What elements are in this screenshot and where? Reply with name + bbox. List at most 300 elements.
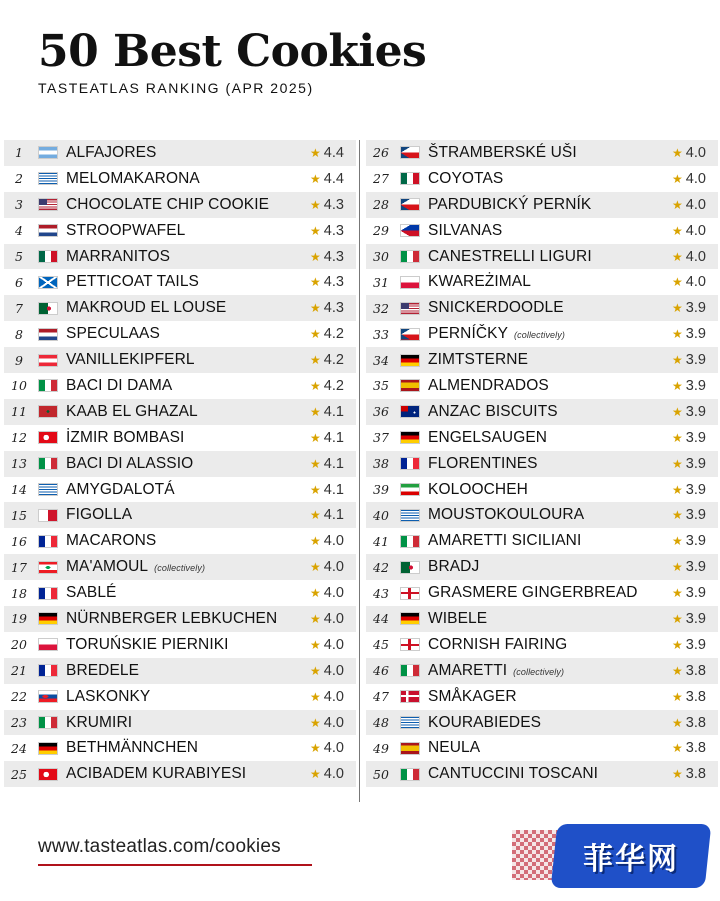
rating-value: 4.0 <box>323 610 344 627</box>
cookie-name <box>428 273 672 291</box>
cookie-name-text: KOLOOCHEH <box>428 480 528 498</box>
cookie-name-text: LASKONKY <box>66 687 151 705</box>
cookie-name <box>66 429 310 447</box>
cookie-name <box>428 351 672 369</box>
rating <box>672 559 718 575</box>
cookie-name <box>66 688 310 706</box>
list-item <box>366 606 718 632</box>
rating-value: 4.2 <box>323 352 344 369</box>
star-icon: ★ <box>310 689 321 704</box>
rating-value: 3.9 <box>685 559 706 576</box>
rating <box>672 378 718 394</box>
rating-value: 4.2 <box>323 326 344 343</box>
rank-number: 23 <box>11 715 27 731</box>
star-icon: ★ <box>672 327 683 342</box>
cookie-name <box>428 481 672 499</box>
list-item <box>4 218 356 244</box>
rank-number: 31 <box>373 274 389 290</box>
list-item <box>4 399 356 425</box>
star-icon: ★ <box>672 741 683 756</box>
cookie-name <box>428 636 672 654</box>
list-item <box>4 477 356 503</box>
rating <box>672 740 718 756</box>
cookie-note: (collectively) <box>154 563 206 574</box>
watermark-text: 菲华网 <box>583 842 679 877</box>
rating <box>310 689 356 705</box>
list-item <box>4 347 356 373</box>
rating-value: 3.9 <box>685 507 706 524</box>
star-icon: ★ <box>310 741 321 756</box>
cookie-name <box>66 714 310 732</box>
slovakia-flag-icon <box>38 690 58 703</box>
rank-number: 40 <box>373 507 389 523</box>
rating <box>310 611 356 627</box>
italy-flag-icon <box>38 379 58 392</box>
argentina-flag-icon <box>38 146 58 159</box>
list-item <box>4 658 356 684</box>
rating-value: 4.3 <box>323 248 344 265</box>
list-item <box>366 502 718 528</box>
cookie-name-text: GRASMERE GINGERBREAD <box>428 584 638 602</box>
rank-number: 12 <box>11 430 27 446</box>
rank-number: 26 <box>373 145 389 161</box>
footer-underline <box>38 864 312 866</box>
rank-number: 44 <box>373 611 389 627</box>
header <box>38 26 426 96</box>
rating <box>672 482 718 498</box>
algeria-flag-icon <box>38 302 58 315</box>
rank-number: 38 <box>373 456 389 472</box>
cookie-name-text: PERNÍČKY <box>428 325 509 343</box>
star-icon: ★ <box>672 378 683 393</box>
cookie-name <box>66 636 310 654</box>
rating-value: 4.0 <box>323 636 344 653</box>
lebanon-flag-icon <box>38 561 58 574</box>
rating <box>310 663 356 679</box>
rank-number: 35 <box>373 378 389 394</box>
cookie-name <box>428 506 672 524</box>
rank-number: 39 <box>373 482 389 498</box>
france-flag-icon <box>38 535 58 548</box>
ranking-column-right <box>366 140 718 787</box>
turkey-flag-icon <box>38 768 58 781</box>
italy-flag-icon <box>400 535 420 548</box>
rank-number: 34 <box>373 352 389 368</box>
rating-value: 3.8 <box>685 766 706 783</box>
rank-number: 47 <box>373 689 389 705</box>
cookie-name-text: SABLÉ <box>66 584 117 602</box>
star-icon: ★ <box>310 404 321 419</box>
cookie-name <box>428 558 672 576</box>
list-item <box>4 528 356 554</box>
rating-value: 3.9 <box>685 481 706 498</box>
star-icon: ★ <box>672 663 683 678</box>
star-icon: ★ <box>310 586 321 601</box>
cookie-name <box>428 248 672 266</box>
rating <box>310 740 356 756</box>
cookie-name <box>428 739 672 757</box>
list-item <box>366 399 718 425</box>
list-item <box>4 761 356 787</box>
rating <box>672 533 718 549</box>
iran-flag-icon <box>400 483 420 496</box>
rating-value: 3.9 <box>685 533 706 550</box>
cookie-name <box>66 455 310 473</box>
rating-value: 3.9 <box>685 403 706 420</box>
cookie-name <box>66 170 310 188</box>
cookie-name <box>428 429 672 447</box>
rating <box>672 611 718 627</box>
star-icon: ★ <box>310 508 321 523</box>
cookie-name-text: SILVANAS <box>428 221 503 239</box>
list-item <box>366 632 718 658</box>
rating-value: 4.3 <box>323 222 344 239</box>
cookie-name-text: AMYGDALOTÁ <box>66 480 175 498</box>
rating-value: 3.9 <box>685 636 706 653</box>
star-icon: ★ <box>310 611 321 626</box>
list-item <box>366 373 718 399</box>
greece-flag-icon <box>400 509 420 522</box>
rating-value: 4.1 <box>323 403 344 420</box>
rank-number: 33 <box>373 326 389 342</box>
rating <box>672 766 718 782</box>
rating <box>672 507 718 523</box>
rank-number: 13 <box>11 456 27 472</box>
cookie-name <box>66 299 310 317</box>
france-flag-icon <box>38 587 58 600</box>
cookie-name <box>428 222 672 240</box>
poland-flag-icon <box>400 276 420 289</box>
england-flag-icon <box>400 587 420 600</box>
rating-value: 4.0 <box>323 585 344 602</box>
list-item <box>4 244 356 270</box>
star-icon: ★ <box>310 534 321 549</box>
germany-flag-icon <box>38 612 58 625</box>
cookie-name-text: KWAREŻIMAL <box>428 273 531 291</box>
star-icon: ★ <box>310 197 321 212</box>
cookie-name-text: TORUŃSKIE PIERNIKI <box>66 635 229 653</box>
cookie-name <box>428 584 672 602</box>
rating-value: 4.1 <box>323 507 344 524</box>
star-icon: ★ <box>310 767 321 782</box>
cookie-name <box>428 170 672 188</box>
cookie-name <box>66 506 310 524</box>
cookie-name-text: MA'AMOUL <box>66 558 149 576</box>
cookie-name-text: BETHMÄNNCHEN <box>66 739 199 757</box>
cookie-name-text: KRUMIRI <box>66 713 133 731</box>
rank-number: 29 <box>373 223 389 239</box>
cookie-name <box>428 714 672 732</box>
cookie-name-text: SMÅKAGER <box>428 687 517 705</box>
rating-value: 4.0 <box>323 533 344 550</box>
rank-number: 21 <box>11 663 27 679</box>
rating-value: 4.3 <box>323 196 344 213</box>
rating <box>672 274 718 290</box>
rank-number: 5 <box>15 249 23 264</box>
cookie-name <box>66 558 310 576</box>
rating-value: 3.9 <box>685 455 706 472</box>
rating <box>310 637 356 653</box>
rating-value: 4.0 <box>685 144 706 161</box>
rank-number: 50 <box>373 766 389 782</box>
rank-number: 6 <box>15 274 23 290</box>
netherlands-flag-icon <box>38 224 58 237</box>
rating <box>672 197 718 213</box>
rating-value: 3.9 <box>685 300 706 317</box>
list-item <box>366 321 718 347</box>
germany-flag-icon <box>38 742 58 755</box>
rating <box>672 223 718 239</box>
star-icon: ★ <box>672 249 683 264</box>
rank-number: 19 <box>11 611 27 627</box>
cookie-name <box>428 403 672 421</box>
column-divider <box>359 140 360 802</box>
rank-number: 15 <box>11 507 27 523</box>
cookie-name-text: ENGELSAUGEN <box>428 428 548 446</box>
star-icon: ★ <box>672 508 683 523</box>
cookie-name-text: BACI DI ALASSIO <box>66 454 194 472</box>
greece-flag-icon <box>38 172 58 185</box>
rating-value: 3.9 <box>685 585 706 602</box>
cookie-name <box>428 455 672 473</box>
cookie-name-text: VANILLEKIPFERL <box>66 351 195 369</box>
rank-number: 11 <box>11 404 27 420</box>
star-icon: ★ <box>310 715 321 730</box>
rating-value: 3.9 <box>685 429 706 446</box>
rank-number: 30 <box>373 249 389 264</box>
rating-value: 3.9 <box>685 610 706 627</box>
list-item <box>4 735 356 761</box>
cookie-name <box>66 273 310 291</box>
cookie-name-text: BREDELE <box>66 661 140 679</box>
page-title: 50 Best Cookies <box>38 26 427 77</box>
rating <box>672 637 718 653</box>
rating <box>672 715 718 731</box>
rating-value: 3.9 <box>685 352 706 369</box>
france-flag-icon <box>38 664 58 677</box>
rating <box>310 430 356 446</box>
rating <box>672 456 718 472</box>
rank-number: 22 <box>11 689 27 705</box>
list-item <box>4 373 356 399</box>
usa-flag-icon <box>400 302 420 315</box>
france-flag-icon <box>400 457 420 470</box>
rank-number: 4 <box>15 223 23 239</box>
list-item <box>366 347 718 373</box>
germany-flag-icon <box>400 612 420 625</box>
rating-value: 3.9 <box>685 326 706 343</box>
cookie-name <box>428 688 672 706</box>
star-icon: ★ <box>310 378 321 393</box>
rank-number: 42 <box>373 559 389 575</box>
star-icon: ★ <box>672 275 683 290</box>
star-icon: ★ <box>310 249 321 264</box>
star-icon: ★ <box>672 767 683 782</box>
rating <box>310 585 356 601</box>
cookie-name-text: FIGOLLA <box>66 506 133 524</box>
list-item <box>366 710 718 736</box>
rating-value: 3.9 <box>685 377 706 394</box>
rating <box>310 326 356 342</box>
rating <box>672 171 718 187</box>
cookie-name-text: NÜRNBERGER LEBKUCHEN <box>66 609 278 627</box>
rating-value: 4.4 <box>323 144 344 161</box>
star-icon: ★ <box>672 715 683 730</box>
scotland-flag-icon <box>38 276 58 289</box>
cookie-note: (collectively) <box>514 330 565 341</box>
cookie-name-text: ZIMTSTERNE <box>428 351 529 369</box>
cookie-name <box>428 662 672 680</box>
rank-number: 27 <box>373 171 389 187</box>
cookie-name-text: İZMIR BOMBASI <box>66 428 185 446</box>
rank-number: 2 <box>15 171 23 187</box>
cookie-name <box>66 739 310 757</box>
cookie-name-text: CANESTRELLI LIGURI <box>428 247 592 265</box>
rating <box>672 430 718 446</box>
cookie-name-text: MACARONS <box>66 532 157 550</box>
cookie-name-text: AMARETTI <box>428 661 508 679</box>
cookie-name-text: ACIBADEM KURABIYESI <box>66 765 247 783</box>
italy-flag-icon <box>38 716 58 729</box>
rating-value: 3.8 <box>685 688 706 705</box>
cookie-name-text: STROOPWAFEL <box>66 221 186 239</box>
cookie-name-text: MELOMAKARONA <box>66 169 200 187</box>
rating-value: 4.0 <box>685 170 706 187</box>
list-item <box>4 295 356 321</box>
star-icon: ★ <box>672 301 683 316</box>
cookie-name-text: COYOTAS <box>428 169 504 187</box>
list-item <box>366 425 718 451</box>
rank-number: 37 <box>373 430 389 446</box>
rating <box>672 689 718 705</box>
greece-flag-icon <box>400 716 420 729</box>
list-item <box>366 528 718 554</box>
cookie-name-text: PETTICOAT TAILS <box>66 273 199 291</box>
star-icon: ★ <box>672 637 683 652</box>
cookie-name-text: KAAB EL GHAZAL <box>66 402 198 420</box>
cookie-name <box>66 765 310 783</box>
austria-flag-icon <box>38 354 58 367</box>
list-item <box>366 658 718 684</box>
cookie-name <box>66 610 310 628</box>
cookie-name-text: ŠTRAMBERSKÉ UŠI <box>428 143 577 161</box>
star-icon: ★ <box>672 689 683 704</box>
poland-flag-icon <box>38 638 58 651</box>
rating <box>310 456 356 472</box>
england-flag-icon <box>400 638 420 651</box>
rating-value: 4.0 <box>685 222 706 239</box>
rank-number: 25 <box>11 766 27 782</box>
list-item <box>4 192 356 218</box>
list-item <box>4 632 356 658</box>
cookie-name <box>66 481 310 499</box>
cookie-name-text: ALFAJORES <box>66 143 157 161</box>
star-icon: ★ <box>672 482 683 497</box>
germany-flag-icon <box>400 354 420 367</box>
netherlands-flag-icon <box>38 328 58 341</box>
cookie-name-text: CANTUCCINI TOSCANI <box>428 765 599 783</box>
star-icon: ★ <box>672 145 683 160</box>
cookie-name <box>66 532 310 550</box>
star-icon: ★ <box>310 171 321 186</box>
rank-number: 48 <box>373 715 389 731</box>
rating <box>672 404 718 420</box>
rating-value: 4.2 <box>323 377 344 394</box>
rank-number: 28 <box>373 197 389 213</box>
cookie-name <box>428 299 672 317</box>
list-item <box>4 451 356 477</box>
cookie-name <box>428 325 672 343</box>
list-item <box>366 735 718 761</box>
rank-number: 3 <box>15 197 23 213</box>
rating <box>310 482 356 498</box>
usa-flag-icon <box>38 198 58 211</box>
star-icon: ★ <box>310 456 321 471</box>
list-item <box>366 295 718 321</box>
turkey-flag-icon <box>38 431 58 444</box>
rank-number: 32 <box>373 300 389 316</box>
cookie-name-text: ALMENDRADOS <box>428 376 549 394</box>
star-icon: ★ <box>672 586 683 601</box>
rank-number: 24 <box>11 740 27 756</box>
star-icon: ★ <box>672 456 683 471</box>
footer-url-link[interactable]: www.tasteatlas.com/cookies <box>38 836 281 857</box>
list-item <box>4 425 356 451</box>
list-item <box>4 166 356 192</box>
star-icon: ★ <box>672 171 683 186</box>
rating <box>672 145 718 161</box>
cookie-name-text: SNICKERDOODLE <box>428 299 564 317</box>
rating <box>672 352 718 368</box>
cookie-name-text: MARRANITOS <box>66 247 171 265</box>
spain-flag-icon <box>400 379 420 392</box>
ranking-list <box>0 140 720 800</box>
cookie-name-text: MAKROUD EL LOUSE <box>66 299 227 317</box>
star-icon: ★ <box>672 223 683 238</box>
cookie-name-text: CORNISH FAIRING <box>428 635 568 653</box>
list-item <box>4 710 356 736</box>
list-item <box>366 684 718 710</box>
star-icon: ★ <box>310 560 321 575</box>
cookie-name <box>428 144 672 162</box>
list-item <box>4 321 356 347</box>
spain-flag-icon <box>400 742 420 755</box>
rank-number: 49 <box>373 740 389 756</box>
star-icon: ★ <box>672 560 683 575</box>
star-icon: ★ <box>672 611 683 626</box>
algeria-flag-icon <box>400 561 420 574</box>
rating-value: 4.4 <box>323 170 344 187</box>
star-icon: ★ <box>310 663 321 678</box>
watermark <box>512 824 712 888</box>
germany-flag-icon <box>400 431 420 444</box>
rating-value: 4.0 <box>323 766 344 783</box>
cookie-name <box>66 377 310 395</box>
italy-flag-icon <box>38 457 58 470</box>
list-item <box>366 554 718 580</box>
rating <box>310 300 356 316</box>
rating-value: 3.8 <box>685 662 706 679</box>
cookie-name <box>428 196 672 214</box>
rating-value: 4.1 <box>323 455 344 472</box>
star-icon: ★ <box>310 145 321 160</box>
cookie-name-text: ANZAC BISCUITS <box>428 402 558 420</box>
ranking-column-left <box>4 140 356 787</box>
cookie-name-text: MOUSTOKOULOURA <box>428 506 585 524</box>
rank-number: 45 <box>373 637 389 653</box>
cookie-name-text: BACI DI DAMA <box>66 376 173 394</box>
list-item <box>4 580 356 606</box>
